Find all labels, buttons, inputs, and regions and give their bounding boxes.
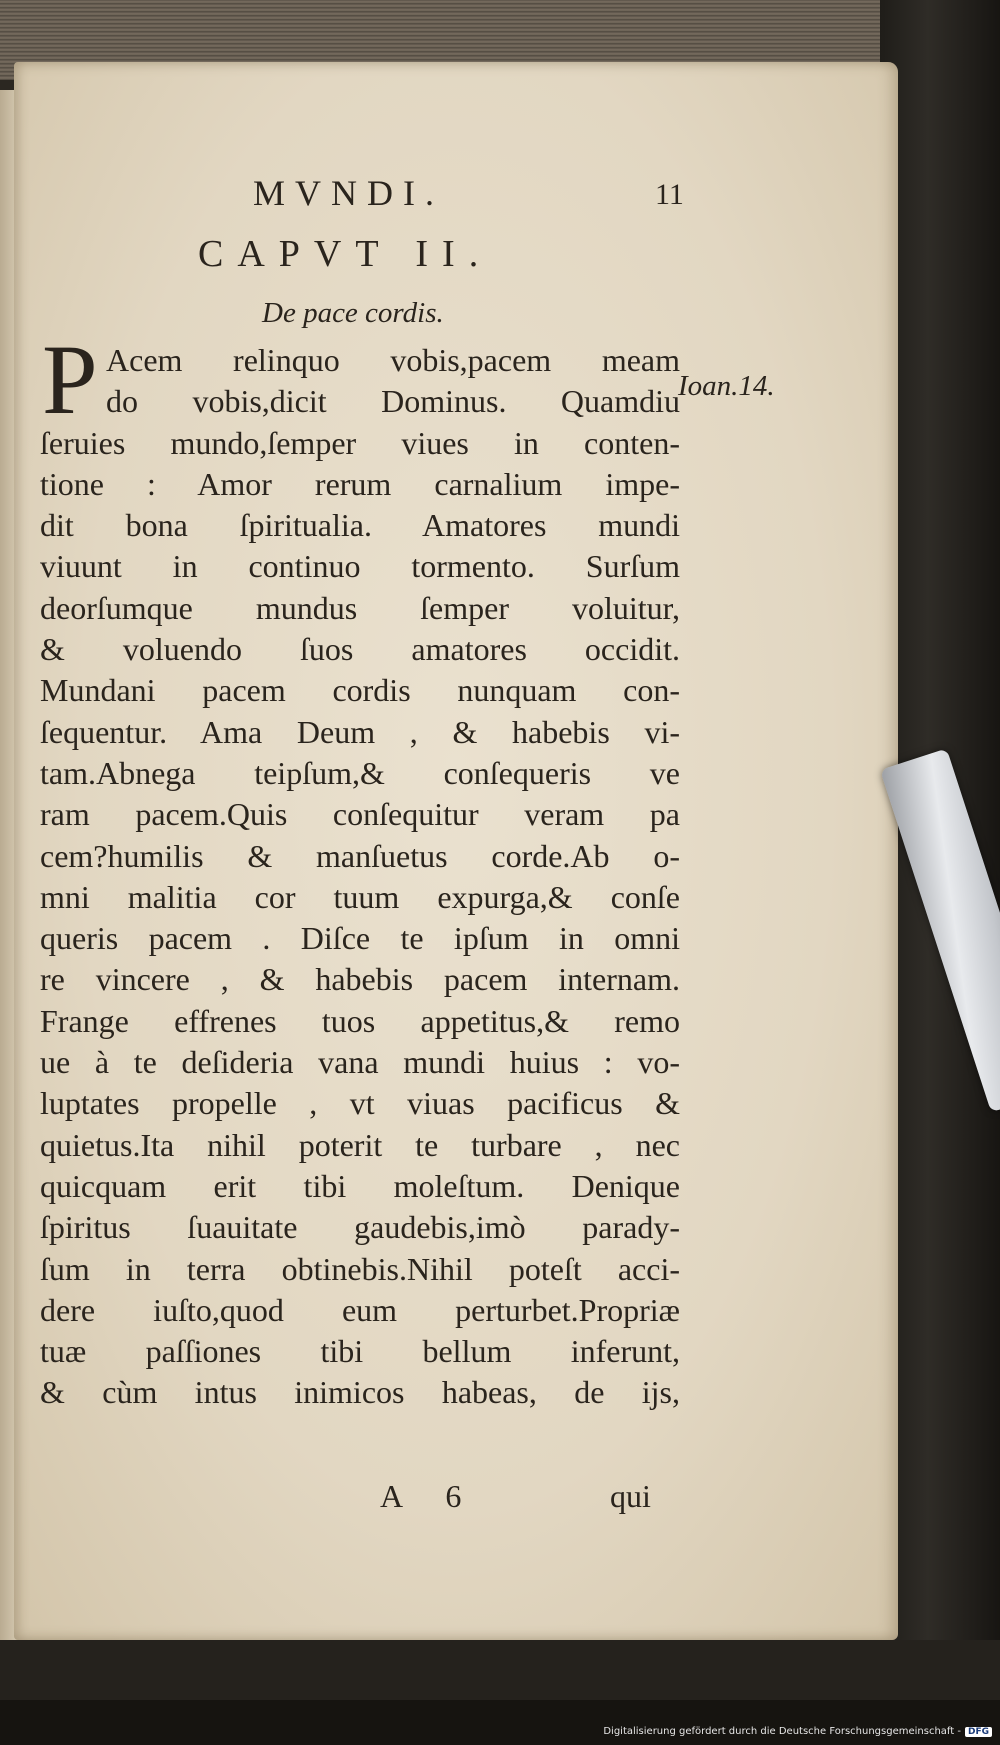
body-line: quietus.Ita nihil poterit te turbare , nec (40, 1126, 680, 1163)
chapter-title: CAPVT II. (198, 233, 493, 275)
body-line: cem?humilis & manſuetus corde.Ab o- (40, 837, 680, 874)
folio-number: 11 (655, 178, 684, 211)
body-line: luptates propelle , vt viuas pacificus & (40, 1085, 680, 1122)
catchword: qui (610, 1478, 651, 1514)
body-line: Mundani pacem cordis nunquam con- (40, 672, 680, 709)
drop-cap: P (42, 324, 98, 435)
body-line: & cùm intus inimicos habeas, de ijs, (40, 1374, 680, 1411)
body-line: & voluendo ſuos amatores occidit. (40, 631, 680, 668)
body-line: re vincere , & habebis pacem internam. (40, 961, 680, 998)
running-head: MVNDI. (253, 173, 444, 213)
body-line: ſeruies mundo,ſemper viues in conten- (40, 424, 680, 461)
body-line: quicquam erit tibi moleſtum. Denique (40, 1167, 680, 1204)
body-line: ſpiritus ſuauitate gaudebis,imò parady- (40, 1209, 680, 1246)
footer-strip (0, 1700, 1000, 1745)
body-line: deorſumque mundus ſemper voluitur, (40, 589, 680, 626)
signature-mark: A 6 (380, 1478, 480, 1514)
body-line: viuunt in continuo tormento. Surſum (40, 548, 680, 585)
body-line: mni malitia cor tuum expurga,& conſe (40, 878, 680, 915)
body-line: dere iuſto,quod eum perturbet.Propriæ (40, 1291, 680, 1328)
body-line: queris pacem . Diſce te ipſum in omni (40, 920, 680, 957)
body-line: tam.Abnega teipſum,& conſequeris ve (40, 754, 680, 791)
body-line: tuæ paſſiones tibi bellum inferunt, (40, 1333, 680, 1370)
body-line: dit bona ſpiritualia. Amatores mundi (40, 507, 680, 544)
margin-note: Ioan.14. (678, 370, 775, 402)
body-line: ſequentur. Ama Deum , & habebis vi- (40, 713, 680, 750)
body-line: tione : Amor rerum carnalium impe- (40, 465, 680, 502)
body-text (40, 340, 680, 1414)
body-line: Frange effrenes tuos appetitus,& remo (40, 1002, 680, 1039)
body-line: ſum in terra obtinebis.Nihil poteſt acci- (40, 1250, 680, 1287)
body-line: ram pacem.Quis conſequitur veram pa (40, 796, 680, 833)
body-line: ue à te deſideria vana mundi huius : vo- (40, 1044, 680, 1081)
digitization-credit (603, 1726, 992, 1737)
body-line: Acem relinquo vobis,pacem meam (106, 342, 680, 378)
dfg-logo: DFG (965, 1727, 992, 1737)
chapter-subtitle: De pace cordis. (262, 297, 444, 329)
digitization-credit-text: Digitalisierung gefördert durch die Deutsche Forschungsgemeinschaft - (603, 1726, 961, 1737)
body-line: do vobis,dicit Dominus. Quamdiu (106, 383, 680, 420)
